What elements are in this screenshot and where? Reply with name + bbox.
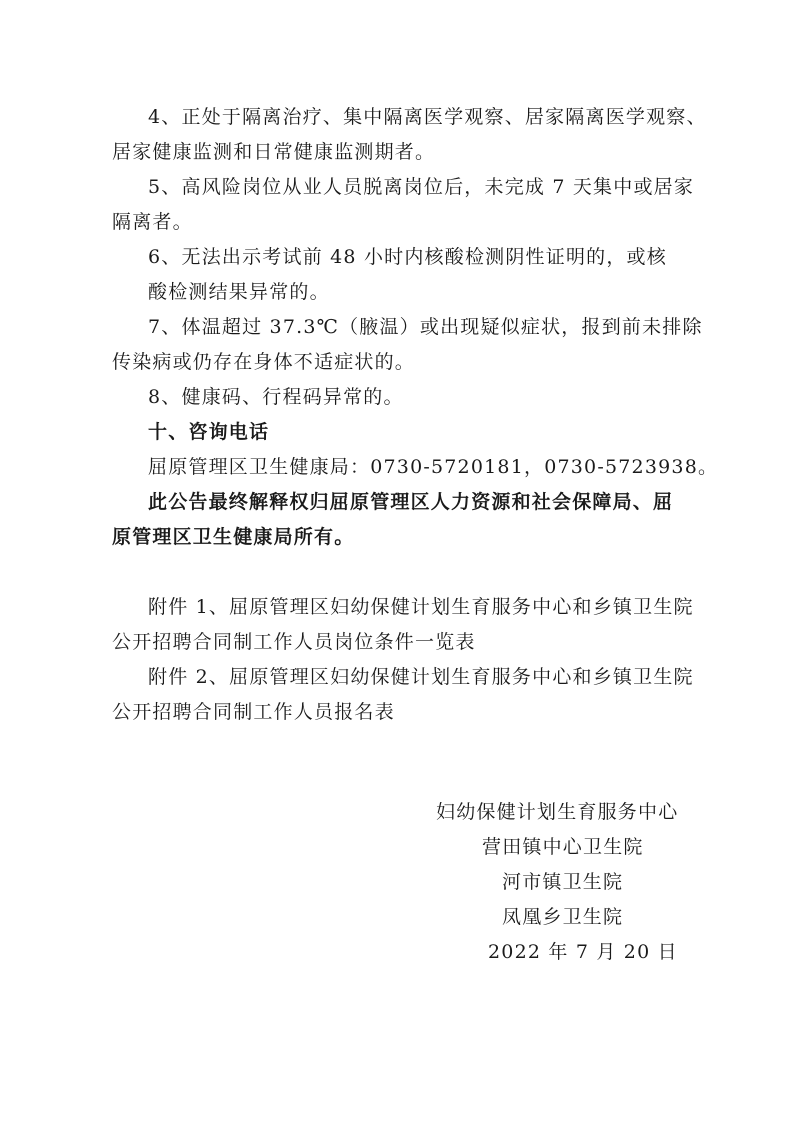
attachment-2-line-1: 附件 2、屈原管理区妇幼保健计划生育服务中心和乡镇卫生院: [148, 666, 694, 688]
signer-org-4: 凤凰乡卫生院: [502, 906, 624, 928]
item-6-line-2: 酸检测结果异常的。: [148, 281, 330, 303]
item-6-line-1: 6、无法出示考试前 48 小时内核酸检测阴性证明的，或核: [148, 246, 667, 268]
signature-date: 2022 年 7 月 20 日: [488, 941, 678, 963]
signer-org-3: 河市镇卫生院: [502, 871, 624, 893]
final-statement-line-2: 原管理区卫生健康局所有。: [112, 526, 355, 548]
section-10-heading: 十、咨询电话: [148, 421, 270, 443]
attachment-2-line-2: 公开招聘合同制工作人员报名表: [112, 701, 395, 723]
attachment-1-line-1: 附件 1、屈原管理区妇幼保健计划生育服务中心和乡镇卫生院: [148, 596, 694, 618]
item-4-line-1: 4、正处于隔离治疗、集中隔离医学观察、居家隔离医学观察、: [148, 106, 707, 128]
signer-org-2: 营田镇中心卫生院: [482, 836, 644, 858]
item-7-line-1: 7、体温超过 37.3℃（腋温）或出现疑似症状，报到前未排除: [148, 316, 703, 338]
item-8: 8、健康码、行程码异常的。: [148, 386, 404, 408]
item-4-line-2: 居家健康监测和日常健康监测期者。: [112, 141, 436, 163]
item-7-line-2: 传染病或仍存在身体不适症状的。: [112, 351, 416, 373]
attachment-1-line-2: 公开招聘合同制工作人员岗位条件一览表: [112, 631, 476, 653]
item-5-line-1: 5、高风险岗位从业人员脱离岗位后，未完成 7 天集中或居家: [148, 176, 695, 198]
phone-line: 屈原管理区卫生健康局：0730-5720181，0730-5723938。: [148, 456, 719, 478]
final-statement-line-1: 此公告最终解释权归屈原管理区人力资源和社会保障局、屈: [148, 491, 674, 513]
item-5-line-2: 隔离者。: [112, 211, 193, 233]
signer-org-1: 妇幼保健计划生育服务中心: [436, 801, 679, 823]
